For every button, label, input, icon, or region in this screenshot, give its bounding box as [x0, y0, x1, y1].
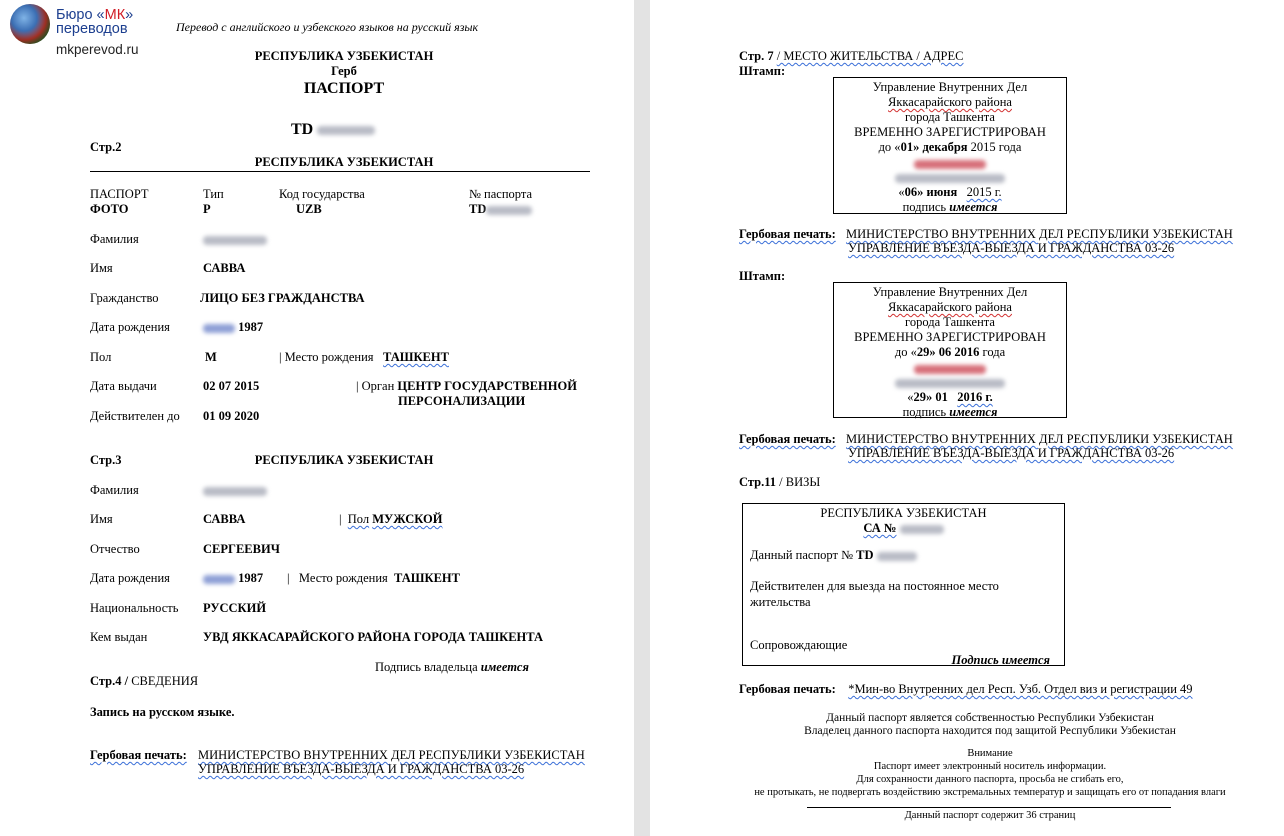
- stamp2-date: «29» 01 2016 г.: [907, 390, 993, 404]
- issued-by-value: УВД ЯККАСАРАЙСКОГО РАЙОНА ГОРОДА ТАШКЕНТА: [203, 630, 544, 644]
- photo-label: ФОТО: [90, 202, 129, 216]
- stamp1-redacted: [834, 155, 1066, 185]
- divider: [90, 171, 590, 172]
- page3-label: Стр.3: [90, 453, 122, 467]
- page-gutter: [634, 0, 650, 836]
- name-value: САВВА: [203, 261, 246, 275]
- page2-label: Стр.2: [90, 140, 122, 154]
- pob-label: | Место рождения: [279, 350, 374, 364]
- registration-stamp-1: [833, 77, 1067, 214]
- valid-until-label: Действителен до: [90, 409, 180, 423]
- registration-stamp-2: [833, 282, 1067, 418]
- document-page-right: [650, 0, 1284, 836]
- patronymic-value: СЕРГЕЕВИЧ: [203, 542, 280, 556]
- seal2-label: Гербовая печать:: [739, 432, 836, 446]
- visa-republic: РЕСПУБЛИКА УЗБЕКИСТАН: [820, 506, 987, 520]
- property-line1: Данный паспорт является собственностью Республики Узбекистан: [826, 712, 1154, 724]
- stamp2-line1: Управление Внутренних Дел: [872, 285, 1028, 299]
- globe-flags-icon: [10, 4, 50, 44]
- dob-value: 1987: [203, 320, 263, 335]
- stamp1-until: до «01» декабря 2015 года: [878, 140, 1022, 154]
- citizenship-value: ЛИЦО БЕЗ ГРАЖДАНСТВА: [200, 291, 365, 305]
- patronymic-label: Отчество: [90, 542, 140, 556]
- nationality-label: Национальность: [90, 601, 179, 615]
- visa-ca-number: СА №: [743, 521, 1064, 536]
- stamp2-signature: подпись имеется: [902, 405, 998, 419]
- cover-title: ПАСПОРТ: [303, 80, 385, 97]
- p3-surname-redacted: [203, 483, 267, 498]
- warning-line2: Для сохранности данного паспорта, просьба не сгибать его,: [856, 774, 1124, 785]
- p3-name-label: Имя: [90, 512, 113, 526]
- page2-republic: РЕСПУБЛИКА УЗБЕКИСТАН: [254, 155, 434, 169]
- seal3: Гербовая печать: *Мин-во Внутренних дел Респ. Узб. Отдел виз и регистрации 49: [739, 682, 1193, 696]
- surname-value-redacted: [203, 232, 267, 247]
- seal-label: Гербовая печать:: [90, 748, 187, 762]
- warning-line1: Паспорт имеет электронный носитель информации.: [873, 761, 1107, 772]
- sex-label: Пол: [90, 350, 112, 364]
- p3-dob-value: 1987: [203, 571, 263, 586]
- stamp1-line4: ВРЕМЕННО ЗАРЕГИСТРИРОВАН: [854, 125, 1046, 139]
- page4-note: Запись на русском языке.: [90, 705, 235, 719]
- sex-value: М: [205, 350, 217, 364]
- stamp1-line3: города Ташкента: [905, 110, 995, 124]
- stamp1-label: Штамп:: [739, 64, 786, 78]
- translation-note: Перевод с английского и узбекского языков на русский язык: [176, 20, 479, 34]
- stamp1-line2: Яккасарайского района: [888, 95, 1012, 109]
- valid-until-value: 01 09 2020: [203, 409, 260, 423]
- pages-count: Данный паспорт содержит 36 страниц: [904, 810, 1076, 821]
- state-code-value: UZB: [296, 202, 322, 216]
- stamp1-line1: Управление Внутренних Дел: [872, 80, 1028, 94]
- stamp1-date: «06» июня 2015 г.: [898, 185, 1002, 199]
- stamp2-label: Штамп:: [739, 269, 786, 283]
- visa-valid-line2: жительства: [750, 595, 811, 609]
- pob-value: ТАШКЕНТ: [383, 350, 449, 364]
- passport-label: ПАСПОРТ: [90, 187, 149, 201]
- type-value: P: [203, 202, 211, 216]
- warning-line3: не протыкать, не подвергать воздействию экстремальных температур и защищать его от попадания влаги: [754, 787, 1226, 798]
- issued-by-label: Кем выдан: [90, 630, 148, 644]
- passport-number-label: № паспорта: [469, 187, 533, 201]
- page11-label: Стр.11 / ВИЗЫ: [739, 475, 821, 489]
- stamp2-until: до «29» 06 2016 года: [894, 345, 1006, 359]
- footer-divider: [807, 807, 1171, 808]
- p3-pob: | Место рождения ТАШКЕНТ: [287, 571, 460, 585]
- seal2-line1: МИНИСТЕРСТВО ВНУТРЕННИХ ДЕЛ РЕСПУБЛИКИ УЗБЕКИСТАН: [846, 432, 1233, 446]
- p3-dob-label: Дата рождения: [90, 571, 170, 585]
- cover-td: TD: [291, 121, 375, 139]
- stamp2-line2: Яккасарайского района: [888, 300, 1012, 314]
- stamp2-line3: города Ташкента: [905, 315, 995, 329]
- stamp2-line4: ВРЕМЕННО ЗАРЕГИСТРИРОВАН: [854, 330, 1046, 344]
- page4-label: Стр.4 / СВЕДЕНИЯ: [90, 674, 199, 688]
- state-code-label: Код государства: [279, 187, 365, 201]
- authority-label: | Орган ЦЕНТР ГОСУДАРСТВЕННОЙ: [356, 379, 577, 393]
- visa-stamp: [742, 503, 1065, 666]
- issue-date-value: 02 07 2015: [203, 379, 260, 393]
- visa-passport-number: Данный паспорт № TD: [750, 548, 917, 563]
- cover-republic: РЕСПУБЛИКА УЗБЕКИСТАН: [254, 49, 434, 63]
- seal1-line1: МИНИСТЕРСТВО ВНУТРЕННИХ ДЕЛ РЕСПУБЛИКИ УЗБЕКИСТАН: [846, 227, 1233, 241]
- p3-name-value: САВВА: [203, 512, 246, 526]
- document-page-left: [0, 0, 634, 836]
- passport-number-value: TD: [469, 202, 532, 217]
- attention-heading: Внимание: [967, 748, 1013, 759]
- stamp2-redacted: [834, 360, 1066, 390]
- seal-line1: МИНИСТЕРСТВО ВНУТРЕННИХ ДЕЛ РЕСПУБЛИКИ УЗБЕКИСТАН: [198, 748, 585, 762]
- p3-surname-label: Фамилия: [90, 483, 139, 497]
- holder-signature: Подпись владельца имеется: [375, 660, 529, 674]
- brand-name: Бюро «МК» переводов: [56, 7, 134, 37]
- nationality-value: РУССКИЙ: [203, 601, 267, 615]
- cover-coat-of-arms: Герб: [331, 64, 357, 78]
- citizenship-label: Гражданство: [90, 291, 159, 305]
- type-label: Тип: [203, 187, 224, 201]
- issue-date-label: Дата выдачи: [90, 379, 157, 393]
- p3-sex: | Пол МУЖСКОЙ: [339, 512, 443, 526]
- dob-label: Дата рождения: [90, 320, 170, 334]
- surname-label: Фамилия: [90, 232, 139, 246]
- seal-line2: УПРАВЛЕНИЕ ВЪЕЗДА-ВЫЕЗДА И ГРАЖДАНСТВА 03-26: [198, 762, 525, 776]
- property-line2: Владелец данного паспорта находится под защитой Республики Узбекистан: [804, 725, 1176, 737]
- page7-label: Стр. 7 / МЕСТО ЖИТЕЛЬСТВА / АДРЕС: [739, 49, 964, 63]
- authority-value-line2: ПЕРСОНАЛИЗАЦИИ: [398, 394, 526, 408]
- seal1-line2: УПРАВЛЕНИЕ ВЪЕЗДА-ВЫЕЗДА И ГРАЖДАНСТВА 03-26: [848, 241, 1175, 255]
- visa-accompanying: Сопровождающие: [750, 638, 848, 652]
- stamp1-signature: подпись имеется: [902, 200, 998, 214]
- name-label: Имя: [90, 261, 113, 275]
- visa-signature: Подпись имеется: [951, 653, 1050, 667]
- page3-republic: РЕСПУБЛИКА УЗБЕКИСТАН: [254, 453, 434, 467]
- seal2-line2: УПРАВЛЕНИЕ ВЪЕЗДА-ВЫЕЗДА И ГРАЖДАНСТВА 03-26: [848, 446, 1175, 460]
- brand-site: mkperevod.ru: [56, 42, 139, 57]
- visa-valid-line1: Действителен для выезда на постоянное место: [750, 579, 999, 593]
- seal1-label: Гербовая печать:: [739, 227, 836, 241]
